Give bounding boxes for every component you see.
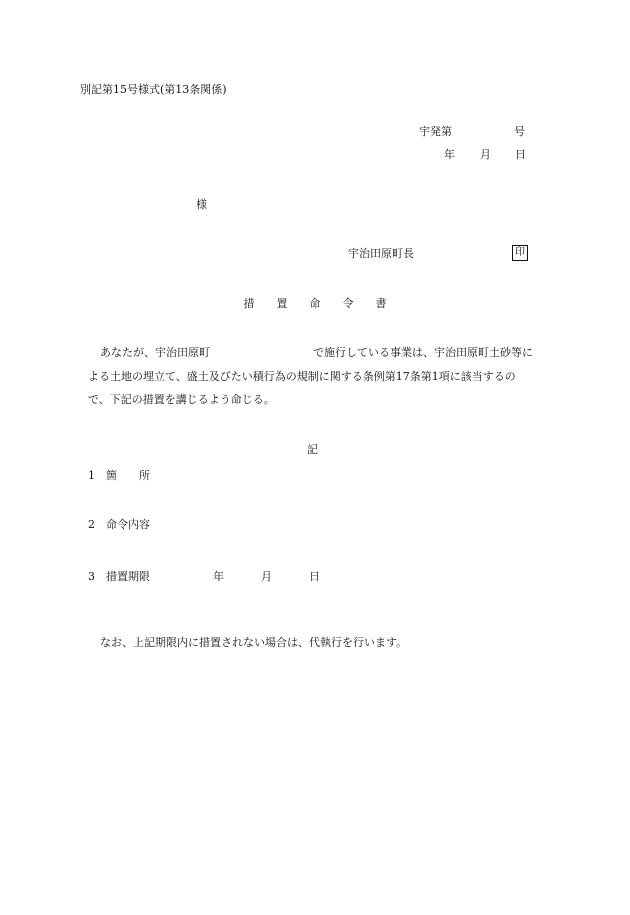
issuer-name: 宇治田原町長 [348,247,414,260]
date-year-label: 年 [444,148,455,161]
title-char: 置 [276,297,288,310]
item-3-day-label: 日 [309,570,320,583]
item-1-label-a: 箇 [106,469,117,482]
seal-mark: 印 [512,245,528,261]
item-2-label: 命令内容 [106,518,150,531]
doc-number-prefix: 宇発第 [419,125,452,138]
body-line-1-start: あなたが、宇治田原町 [100,346,210,359]
item-3-month-label: 月 [261,570,272,583]
item-1-number: 1 [88,469,95,482]
item-2-number: 2 [88,518,95,531]
item-3-year-label: 年 [213,570,224,583]
title-char: 措 [243,297,255,310]
body-line-3: で、下記の措置を講じるよう命じる。 [88,393,275,406]
item-1-label [106,469,150,483]
body-line-1-end: で施行している事業は、宇治田原町土砂等に [313,346,533,359]
body-line-2: よる土地の埋立て、盛土及びたい積行為の規制に関する条例第17条第1項に該当するの [88,370,516,383]
item-3-number: 3 [88,570,95,583]
date-month-label: 月 [480,148,491,161]
item-3-label: 措置期限 [106,570,150,583]
document-title [0,297,630,311]
date-day-label: 日 [515,148,526,161]
addressee-honorific: 様 [196,198,207,211]
form-label: 別記第15号様式(第13条関係) [80,83,227,96]
record-heading: 記 [307,443,318,456]
doc-number-suffix: 号 [514,125,525,138]
item-1-label-b: 所 [139,469,150,482]
closing-note: なお、上記期限内に措置されない場合は、代執行を行います。 [100,636,408,649]
title-char: 令 [342,297,354,310]
title-char: 書 [375,297,387,310]
title-char: 命 [309,297,321,310]
